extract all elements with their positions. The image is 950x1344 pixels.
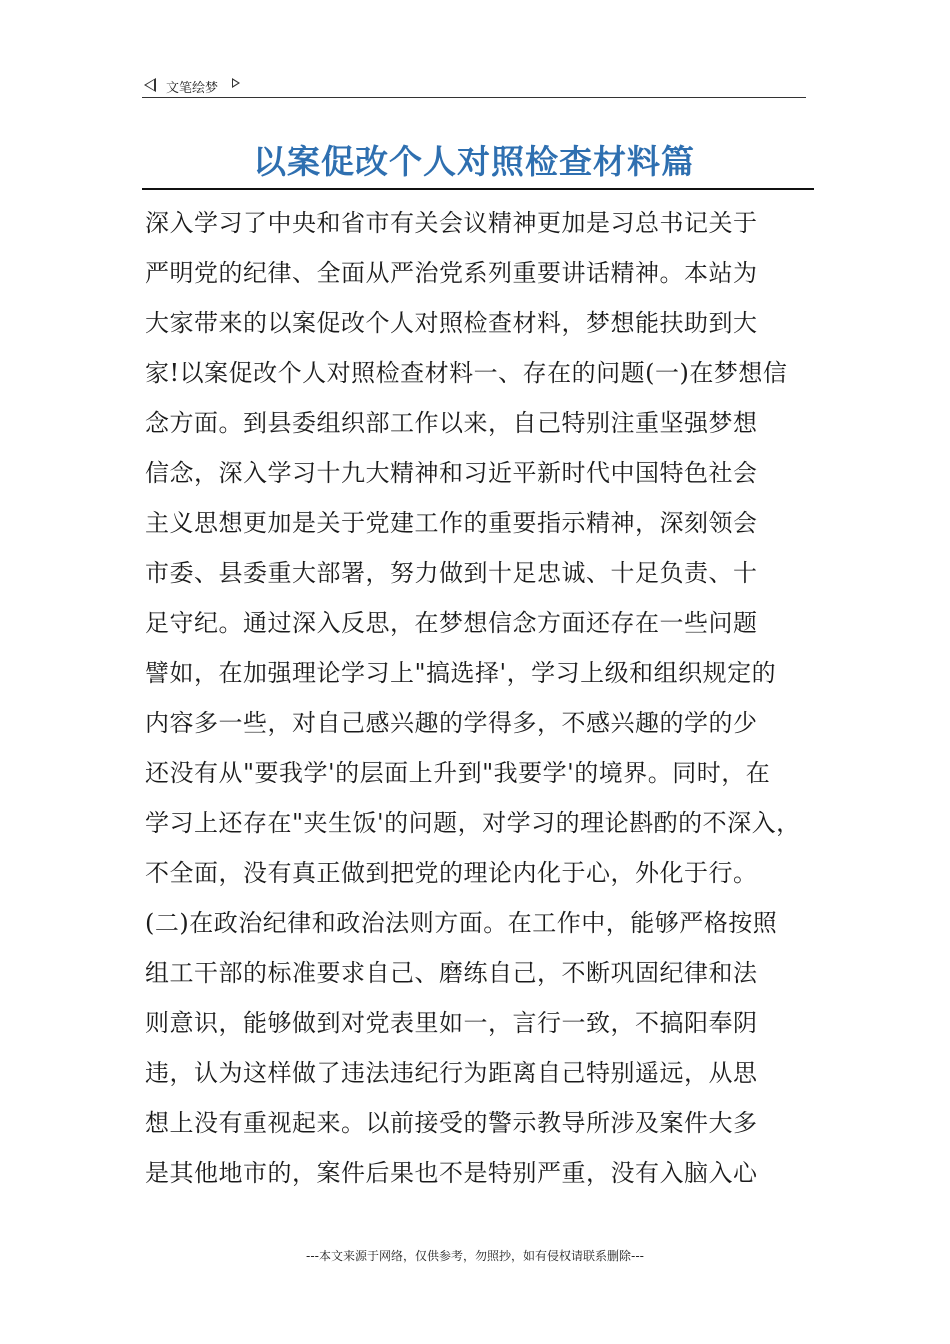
body-line: 主义思想更加是关于党建工作的重要指示精神，深刻领会 — [145, 509, 758, 537]
body-line: 则意识，能够做到对党表里如一，言行一致，不搞阳奉阴 — [145, 1009, 758, 1037]
header-brand: 文笔绘梦 — [166, 81, 219, 96]
body-line: 内容多一些，对自己感兴趣的学得多，不感兴趣的学的少 — [145, 709, 758, 737]
body-line: 足守纪。通过深入反思，在梦想信念方面还存在一些问题 — [145, 609, 758, 637]
body-line: 念方面。到县委组织部工作以来，自己特别注重坚强梦想 — [145, 409, 758, 437]
body-line: 违，认为这样做了违法违纪行为距离自己特别遥远，从思 — [145, 1059, 758, 1087]
title-divider — [142, 188, 814, 190]
body-line: 组工干部的标准要求自己、磨练自己，不断巩固纪律和法 — [145, 959, 758, 987]
body-line: 不全面，没有真正做到把党的理论内化于心，外化于行。 — [145, 859, 758, 887]
body-line: 想上没有重视起来。以前接受的警示教导所涉及案件大多 — [145, 1109, 758, 1137]
triangle-right-icon — [232, 78, 240, 88]
triangle-left-icon — [144, 78, 156, 92]
body-line: 是其他地市的，案件后果也不是特别严重，没有入脑入心 — [145, 1159, 758, 1187]
page-footer: ---本文来源于网络，仅供参考，勿照抄，如有侵权请联系删除--- — [306, 1249, 644, 1263]
body-line: 家!以案促改个人对照检查材料一、存在的问题(一)在梦想信 — [145, 359, 788, 387]
body-line: 还没有从"要我学'的层面上升到"我要学'的境界。同时，在 — [145, 759, 771, 787]
body-line: 大家带来的以案促改个人对照检查材料，梦想能扶助到大 — [145, 309, 758, 337]
header-divider — [142, 97, 806, 98]
body-line: 譬如，在加强理论学习上"搞选择'，学习上级和组织规定的 — [145, 659, 777, 687]
body-line: 市委、县委重大部署，努力做到十足忠诚、十足负责、十 — [145, 559, 758, 587]
body-line: 信念，深入学习十九大精神和习近平新时代中国特色社会 — [145, 459, 758, 487]
body-line: 学习上还存在"夹生饭'的问题，对学习的理论斟酌的不深入， — [145, 809, 801, 837]
body-line: 严明党的纪律、全面从严治党系列重要讲话精神。本站为 — [145, 259, 758, 287]
document-title: 以案促改个人对照检查材料篇 — [253, 142, 695, 181]
body-line: 深入学习了中央和省市有关会议精神更加是习总书记关于 — [145, 209, 758, 237]
document-body — [145, 198, 817, 1198]
page-header — [142, 72, 806, 96]
body-line: (二)在政治纪律和政治法则方面。在工作中，能够严格按照 — [145, 909, 778, 937]
